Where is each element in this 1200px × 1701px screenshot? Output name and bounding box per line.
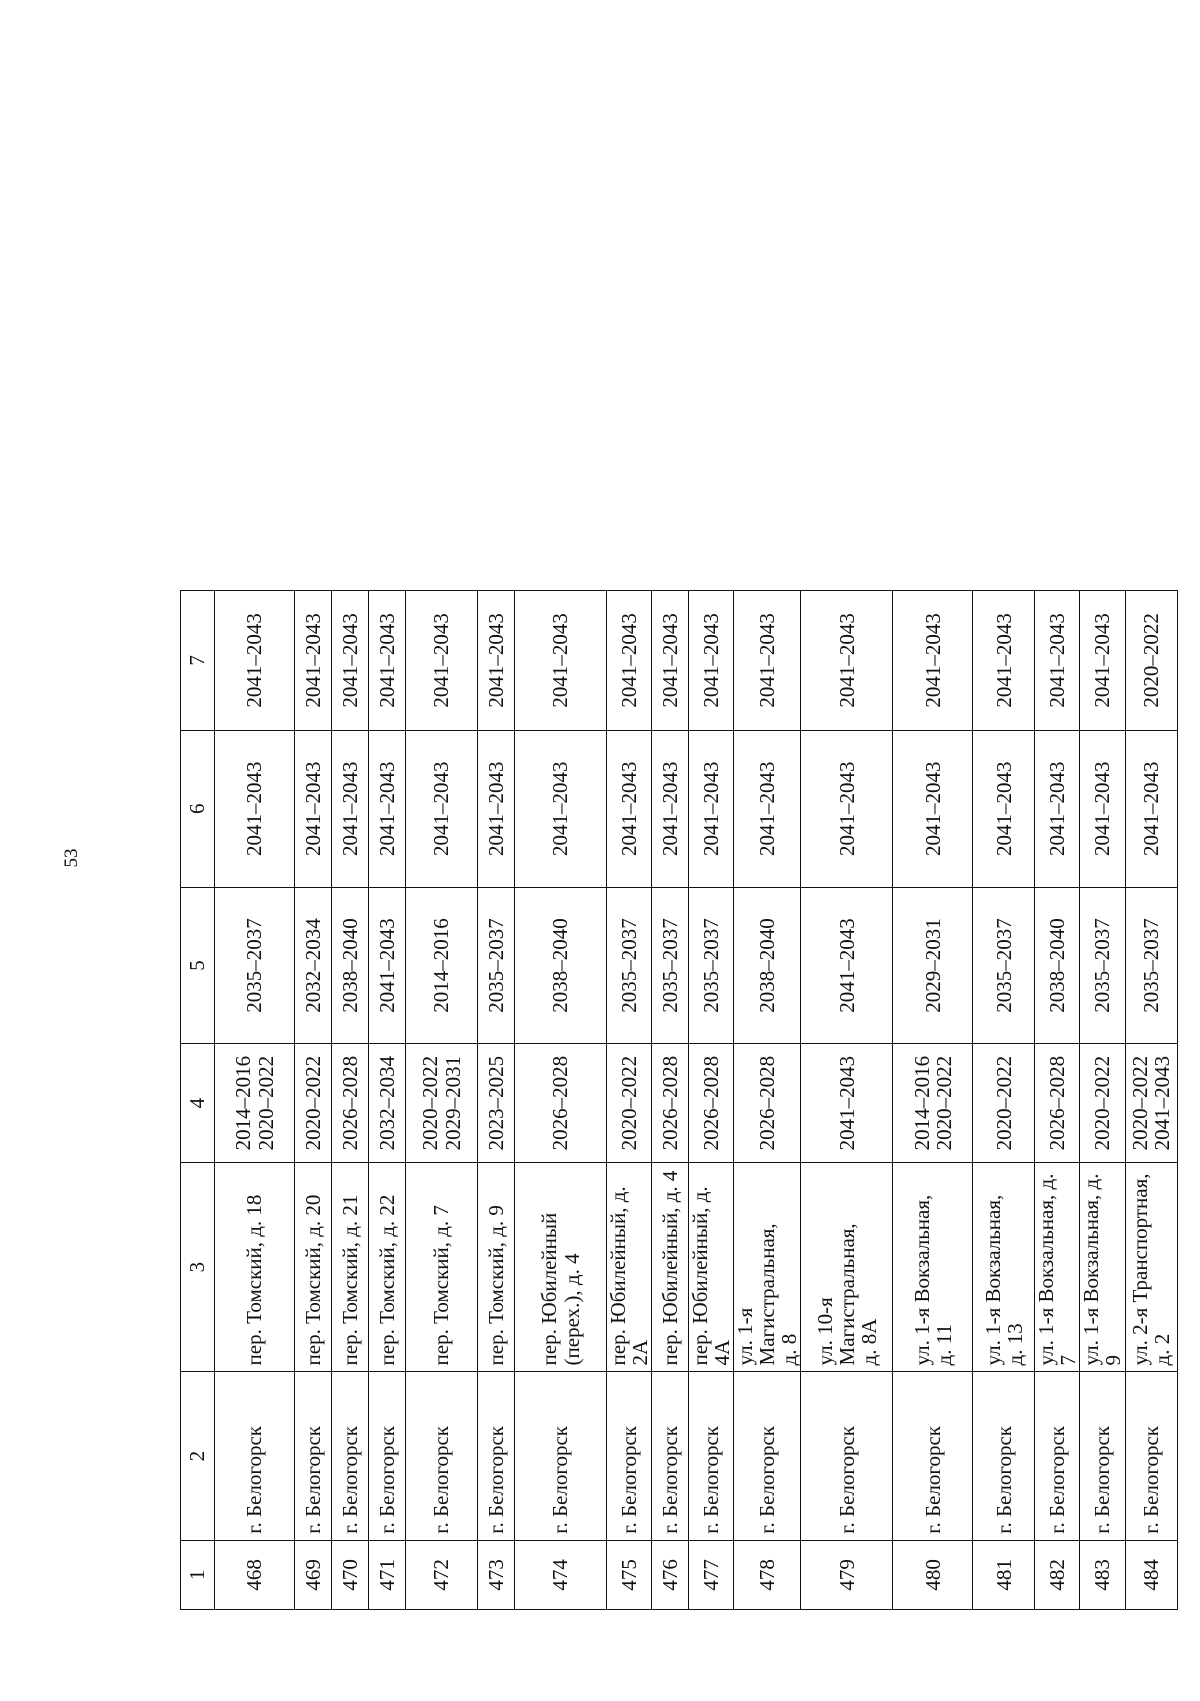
address-cell-line: пер. Томский, д. 9 [483,1205,508,1366]
row-number-cell: 474 [515,1540,607,1609]
address-cell-line: Магистральная, [834,1223,859,1366]
period-col6-cell: 2041–2043 [607,730,652,887]
period-col4-cell-line: 2026–2028 [699,1055,724,1151]
period-col5-cell: 2035–2037 [215,887,295,1044]
period-col4-cell-line: 2026–2028 [1045,1055,1070,1151]
period-col6-cell: 2041–2043 [406,730,478,887]
page-number: 53 [61,848,82,868]
period-col5-cell: 2038–2040 [1035,887,1080,1044]
city-cell: г. Белогорск [973,1372,1035,1540]
period-col6-cell: 2041–2043 [1035,730,1080,887]
period-col4-cell [689,1044,734,1162]
period-col5-cell: 2035–2037 [1125,887,1177,1044]
period-col4-cell-line: 2020–2022 [991,1055,1016,1151]
period-col7-cell: 2041–2043 [332,591,369,731]
period-col4-cell-line: 2020–2022 [931,1055,956,1151]
address-cell [689,1162,734,1372]
period-col5-cell: 2035–2037 [607,887,652,1044]
address-cell-line: ул. 1-я Вокзальная, [909,1194,934,1366]
period-col4-cell [1125,1044,1177,1162]
address-cell [893,1162,973,1372]
row-number-cell: 483 [1080,1540,1125,1609]
column-header-4: 4 [181,1044,215,1162]
period-col4-cell [515,1044,607,1162]
city-cell: г. Белогорск [369,1372,406,1540]
period-col5-cell: 2032–2034 [295,887,332,1044]
period-col4-cell [801,1044,893,1162]
city-cell: г. Белогорск [406,1372,478,1540]
schedule-table [180,590,1178,1610]
row-number-cell: 473 [478,1540,515,1609]
address-cell-line: ул. 10-я [812,1297,837,1366]
address-cell-line: пер. Юбилейный, д. 4 [658,1170,683,1366]
address-cell [406,1162,478,1372]
table-row [478,591,515,1610]
city-cell: г. Белогорск [295,1372,332,1540]
city-cell: г. Белогорск [1125,1372,1177,1540]
address-cell-line: пер. Томский, д. 22 [374,1194,399,1366]
city-cell: г. Белогорск [734,1372,801,1540]
table-row [295,591,332,1610]
city-cell: г. Белогорск [332,1372,369,1540]
row-number-cell: 481 [973,1540,1035,1609]
row-number-cell: 479 [801,1540,893,1609]
period-col4-cell [1035,1044,1080,1162]
table-row [332,591,369,1610]
column-header-5: 5 [181,887,215,1044]
table-row [801,591,893,1610]
address-cell [1080,1162,1125,1372]
period-col7-cell: 2041–2043 [1080,591,1125,731]
address-cell-line: пер. Томский, д. 7 [429,1205,454,1366]
address-cell-line: пер. Юбилейный, д. 4А [688,1186,735,1366]
address-cell-line: ул. 2-я Транспортная, [1127,1173,1152,1366]
period-col5-cell: 2029–2031 [893,887,973,1044]
period-col4-cell-line: 2026–2028 [548,1055,573,1151]
period-col6-cell: 2041–2043 [652,730,689,887]
address-cell-line: ул. 1-я Вокзальная, д. 7 [1034,1173,1081,1366]
table-row [1125,591,1177,1610]
period-col7-cell: 2041–2043 [369,591,406,731]
address-cell [607,1162,652,1372]
address-cell-line: д. 8А [856,1318,881,1366]
period-col7-cell: 2041–2043 [973,591,1035,731]
table-row [1035,591,1080,1610]
period-col4-cell [734,1044,801,1162]
address-cell [332,1162,369,1372]
rotated-table-container [180,590,1178,1610]
row-number-cell: 468 [215,1540,295,1609]
column-header-2: 2 [181,1372,215,1540]
period-col6-cell: 2041–2043 [893,730,973,887]
address-cell [478,1162,515,1372]
address-cell-line: пер. Томский, д. 18 [242,1194,267,1366]
address-cell-line: д. 8 [777,1333,802,1366]
address-cell-line: пер. Юбилейный, д. 2А [606,1186,653,1366]
city-cell: г. Белогорск [215,1372,295,1540]
table-row [607,591,652,1610]
row-number-cell: 476 [652,1540,689,1609]
row-number-cell: 472 [406,1540,478,1609]
period-col6-cell: 2041–2043 [801,730,893,887]
period-col4-cell-line: 2020–2022 [1127,1055,1152,1151]
period-col4-cell-line: 2026–2028 [337,1055,362,1151]
period-col4-cell-line: 2020–2022 [300,1055,325,1151]
period-col7-cell: 2041–2043 [1035,591,1080,731]
period-col5-cell: 2035–2037 [973,887,1035,1044]
period-col7-cell: 2041–2043 [801,591,893,731]
period-col4-cell [478,1044,515,1162]
table-row [369,591,406,1610]
period-col6-cell: 2041–2043 [734,730,801,887]
period-col4-cell [215,1044,295,1162]
row-number-cell: 477 [689,1540,734,1609]
period-col7-cell: 2041–2043 [734,591,801,731]
address-cell [973,1162,1035,1372]
period-col4-cell-line: 2026–2028 [658,1055,683,1151]
period-col6-cell: 2041–2043 [1080,730,1125,887]
period-col4-cell-line: 2014–2016 [231,1055,256,1151]
period-col5-cell: 2041–2043 [369,887,406,1044]
period-col4-cell-line: 2020–2022 [253,1055,278,1151]
period-col4-cell [406,1044,478,1162]
table-row [689,591,734,1610]
column-header-3: 3 [181,1162,215,1372]
column-header-6: 6 [181,730,215,887]
table-row [1080,591,1125,1610]
period-col5-cell: 2035–2037 [478,887,515,1044]
row-number-cell: 484 [1125,1540,1177,1609]
table-row [973,591,1035,1610]
address-cell [515,1162,607,1372]
period-col4-cell-line: 2026–2028 [755,1055,780,1151]
period-col4-cell [893,1044,973,1162]
address-cell-line: ул. 1-я Вокзальная, д. 9 [1079,1173,1126,1366]
period-col4-cell [607,1044,652,1162]
row-number-cell: 475 [607,1540,652,1609]
period-col6-cell: 2041–2043 [515,730,607,887]
period-col4-cell [652,1044,689,1162]
address-cell-line: д. 13 [1002,1323,1027,1366]
address-cell [652,1162,689,1372]
period-col6-cell: 2041–2043 [689,730,734,887]
period-col7-cell: 2020–2022 [1125,591,1177,731]
row-number-cell: 482 [1035,1540,1080,1609]
city-cell: г. Белогорск [607,1372,652,1540]
address-cell-line: пер. Юбилейный [537,1212,562,1366]
table-row [515,591,607,1610]
city-cell: г. Белогорск [893,1372,973,1540]
city-cell: г. Белогорск [1035,1372,1080,1540]
city-cell: г. Белогорск [801,1372,893,1540]
period-col7-cell: 2041–2043 [689,591,734,731]
address-cell-line: пер. Томский, д. 20 [300,1194,325,1366]
table-row [734,591,801,1610]
period-col5-cell: 2014–2016 [406,887,478,1044]
period-col4-cell [332,1044,369,1162]
city-cell: г. Белогорск [689,1372,734,1540]
city-cell: г. Белогорск [1080,1372,1125,1540]
period-col7-cell: 2041–2043 [295,591,332,731]
address-cell [1125,1162,1177,1372]
column-header-7: 7 [181,591,215,731]
period-col4-cell [973,1044,1035,1162]
period-col6-cell: 2041–2043 [973,730,1035,887]
address-cell [801,1162,893,1372]
period-col4-cell [369,1044,406,1162]
period-col7-cell: 2041–2043 [652,591,689,731]
period-col4-cell-line: 2014–2016 [909,1055,934,1151]
address-cell [734,1162,801,1372]
period-col6-cell: 2041–2043 [478,730,515,887]
address-cell [215,1162,295,1372]
period-col7-cell: 2041–2043 [515,591,607,731]
table-row [215,591,295,1610]
city-cell: г. Белогорск [478,1372,515,1540]
period-col7-cell: 2041–2043 [893,591,973,731]
period-col6-cell: 2041–2043 [332,730,369,887]
period-col5-cell: 2038–2040 [332,887,369,1044]
table-row [893,591,973,1610]
row-number-cell: 470 [332,1540,369,1609]
table-row [652,591,689,1610]
row-number-cell: 471 [369,1540,406,1609]
period-col7-cell: 2041–2043 [478,591,515,731]
address-cell-line: (перех.), д. 4 [559,1253,584,1366]
period-col5-cell: 2035–2037 [652,887,689,1044]
period-col6-cell: 2041–2043 [295,730,332,887]
period-col4-cell-line: 2041–2043 [834,1055,859,1151]
period-col4-cell-line: 2041–2043 [1150,1055,1175,1151]
city-cell: г. Белогорск [515,1372,607,1540]
period-col6-cell: 2041–2043 [215,730,295,887]
period-col4-cell-line: 2032–2034 [374,1055,399,1151]
period-col4-cell-line: 2029–2031 [440,1055,465,1151]
period-col6-cell: 2041–2043 [369,730,406,887]
row-number-cell: 469 [295,1540,332,1609]
period-col6-cell: 2041–2043 [1125,730,1177,887]
address-cell-line: д. 2 [1150,1333,1175,1366]
period-col5-cell: 2041–2043 [801,887,893,1044]
address-cell-line: ул. 1-я Вокзальная, [980,1194,1005,1366]
period-col4-cell [295,1044,332,1162]
period-col5-cell: 2038–2040 [734,887,801,1044]
period-col4-cell-line: 2020–2022 [418,1055,443,1151]
period-col5-cell: 2035–2037 [1080,887,1125,1044]
table-header [181,591,215,1610]
period-col4-cell-line: 2020–2022 [617,1055,642,1151]
column-header-1: 1 [181,1540,215,1609]
row-number-cell: 478 [734,1540,801,1609]
table-body [215,591,1178,1610]
period-col4-cell-line: 2023–2025 [483,1055,508,1151]
row-number-cell: 480 [893,1540,973,1609]
city-cell: г. Белогорск [652,1372,689,1540]
period-col4-cell-line: 2020–2022 [1090,1055,1115,1151]
table-row [406,591,478,1610]
period-col7-cell: 2041–2043 [406,591,478,731]
header-row [181,591,215,1610]
period-col7-cell: 2041–2043 [607,591,652,731]
address-cell-line: пер. Томский, д. 21 [337,1194,362,1366]
address-cell [1035,1162,1080,1372]
period-col5-cell: 2035–2037 [689,887,734,1044]
address-cell [369,1162,406,1372]
address-cell-line: д. 11 [931,1324,956,1366]
period-col4-cell [1080,1044,1125,1162]
address-cell [295,1162,332,1372]
period-col7-cell: 2041–2043 [215,591,295,731]
address-cell-line: ул. 1-я Магистральная, [733,1223,780,1366]
period-col5-cell: 2038–2040 [515,887,607,1044]
